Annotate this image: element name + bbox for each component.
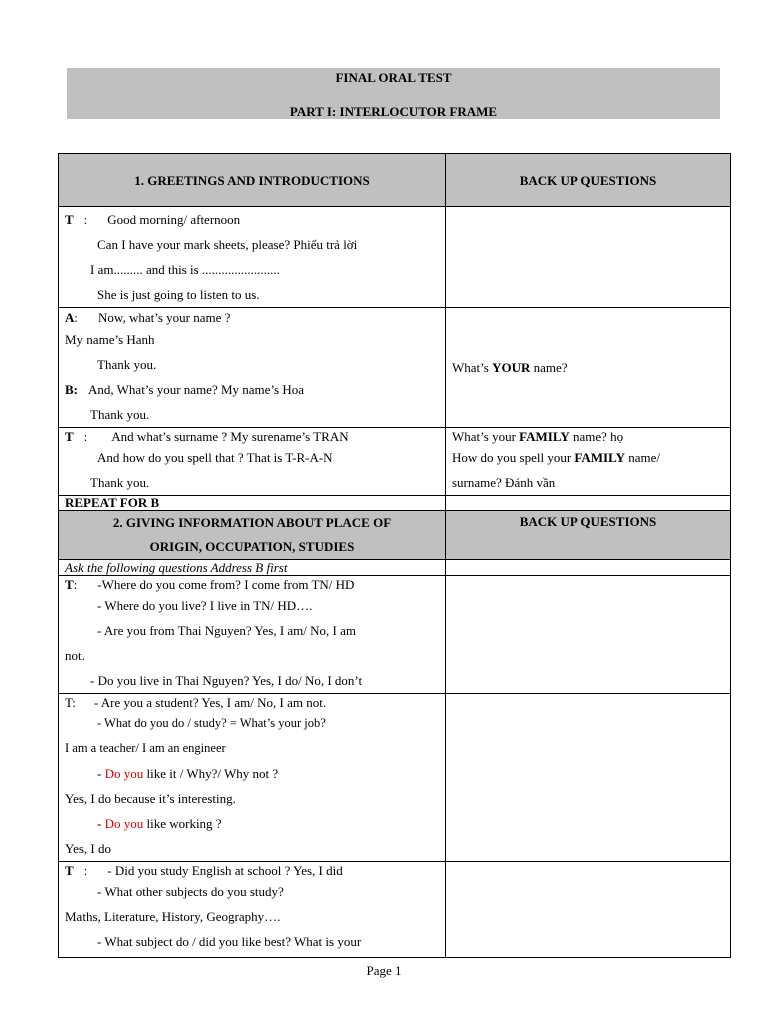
backup-text: What’s <box>452 360 493 375</box>
row2-line3: Thank you. <box>97 357 157 372</box>
section1-title: 1. GREETINGS AND INTRODUCTIONS <box>59 154 446 207</box>
row2-line4: And, What’s your name? My name’s Hoa <box>88 382 305 397</box>
row5-line6-highlight: Do you <box>104 816 144 831</box>
row3-line2: And how do you spell that ? That is T-R-A-N <box>97 450 333 465</box>
row6-line2: - What other subjects do you study? <box>97 884 284 899</box>
row5-cell <box>59 694 446 862</box>
section2-backup-title: BACK UP QUESTIONS <box>446 511 731 560</box>
row5-line4-prefix: - <box>97 766 105 781</box>
speaker-label: T <box>65 212 74 227</box>
section2-title-line1: 2. GIVING INFORMATION ABOUT PLACE OF <box>112 515 392 530</box>
row4-line1: -Where do you come from? I come from TN/ HD <box>97 577 355 592</box>
row4-backup-cell <box>446 576 731 694</box>
backup-emphasis: FAMILY <box>574 450 625 465</box>
header-title: FINAL ORAL TEST <box>335 70 452 85</box>
speaker-label: T <box>65 577 74 592</box>
page-number: Page 1 <box>366 963 402 978</box>
backup-text: name? họ <box>569 429 624 444</box>
backup-emphasis: FAMILY <box>519 429 570 444</box>
row6-line4: - What subject do / did you like best? What is your <box>97 934 362 949</box>
row6-backup-cell <box>446 862 731 958</box>
section2-title <box>59 511 446 560</box>
speaker-label: T <box>65 863 74 878</box>
row5-backup-cell <box>446 694 731 862</box>
row3-cell: T : And what’s surname ? My surename’s TRAN And how do you spell that ? That is T-R-A-N Thank you. <box>59 428 446 496</box>
speaker-label: T <box>65 429 74 444</box>
row5-line5: Yes, I do because it’s interesting. <box>65 791 236 806</box>
row5-line1: - Are you a student? Yes, I am/ No, I am not. <box>93 695 327 710</box>
backup-text: name? <box>530 360 568 375</box>
backup-text: surname? Đánh vần <box>452 475 556 490</box>
header-subtitle: PART I: INTERLOCUTOR FRAME <box>289 104 498 119</box>
row5-line4-rest: like it / Why?/ Why not ? <box>143 766 279 781</box>
row2-line5: Thank you. <box>90 407 150 422</box>
row1-cell: T : Good morning/ afternoon Can I have your mark sheets, please? Phiếu trả lời I am......... and this is ........................ She is just going to listen to us. <box>59 207 446 308</box>
document-header <box>67 68 720 119</box>
row6-line1: - Did you study English at school ? Yes, I did <box>107 863 343 878</box>
repeat-backup-cell <box>446 496 731 511</box>
row1-line3: I am......... and this is ........................ <box>90 262 280 277</box>
row2-line2: My name’s Hanh <box>65 332 155 347</box>
repeat-note: REPEAT FOR B <box>59 496 446 511</box>
row4-cell: T: -Where do you come from? I come from TN/ HD - Where do you live? I live in TN/ HD…. - Are you from Thai Nguyen? Yes, I am/ No, I am not. - Do you live in Thai Nguyen? Yes, I do/ No, I don’t <box>59 576 446 694</box>
row4-line2: - Where do you live? I live in TN/ HD…. <box>97 598 313 613</box>
row5-line7: Yes, I do <box>65 841 111 856</box>
row2-cell: A: Now, what’s your name ? My name’s Hanh Thank you. B: And, What’s your name? My name’s Hoa Thank you. <box>59 308 446 428</box>
section1-backup-title: BACK UP QUESTIONS <box>446 154 731 207</box>
row4-line3: - Are you from Thai Nguyen? Yes, I am/ No, I am <box>97 623 356 638</box>
row4-line5: - Do you live in Thai Nguyen? Yes, I do/ No, I don’t <box>90 673 363 688</box>
row6-line3: Maths, Literature, History, Geography…. <box>65 909 281 924</box>
row5-line2: - What do you do / study? = What’s your job? <box>97 716 326 730</box>
row2-line1: Now, what’s your name ? <box>98 310 231 325</box>
instruction-text: Ask the following questions Address B first <box>59 560 446 576</box>
backup-text: How do you spell your <box>452 450 575 465</box>
instruction-backup-cell <box>446 560 731 576</box>
row5-line6-rest: like working ? <box>143 816 222 831</box>
speaker-label: B: <box>65 382 78 397</box>
interlocutor-table <box>58 153 731 958</box>
row2-backup-cell <box>446 308 731 428</box>
row5-line6-prefix: - <box>97 816 105 831</box>
section2-title-line2: ORIGIN, OCCUPATION, STUDIES <box>149 539 355 554</box>
row1-line2: Can I have your mark sheets, please? Phiếu trả lời <box>97 237 358 252</box>
row5-line4-highlight: Do you <box>104 766 144 781</box>
row4-line4: not. <box>65 648 85 663</box>
row3-line1: And what’s surname ? My surename’s TRAN <box>111 429 349 444</box>
row1-line4: She is just going to listen to us. <box>97 287 260 302</box>
row3-backup-cell <box>446 428 731 496</box>
row5-line3: I am a teacher/ I am an engineer <box>65 741 226 755</box>
backup-emphasis: YOUR <box>492 360 531 375</box>
backup-text: name/ <box>624 450 660 465</box>
speaker-label: A <box>65 310 75 325</box>
row3-line3: Thank you. <box>90 475 150 490</box>
row6-cell: T : - Did you study English at school ? Yes, I did - What other subjects do you study? Maths, Literature, History, Geography…. - What subject do / did you like best? What is your <box>59 862 446 958</box>
speaker-label: T: <box>65 695 76 710</box>
row1-line1: Good morning/ afternoon <box>107 212 241 227</box>
backup-text: What’s your <box>452 429 520 444</box>
row1-backup-cell <box>446 207 731 308</box>
